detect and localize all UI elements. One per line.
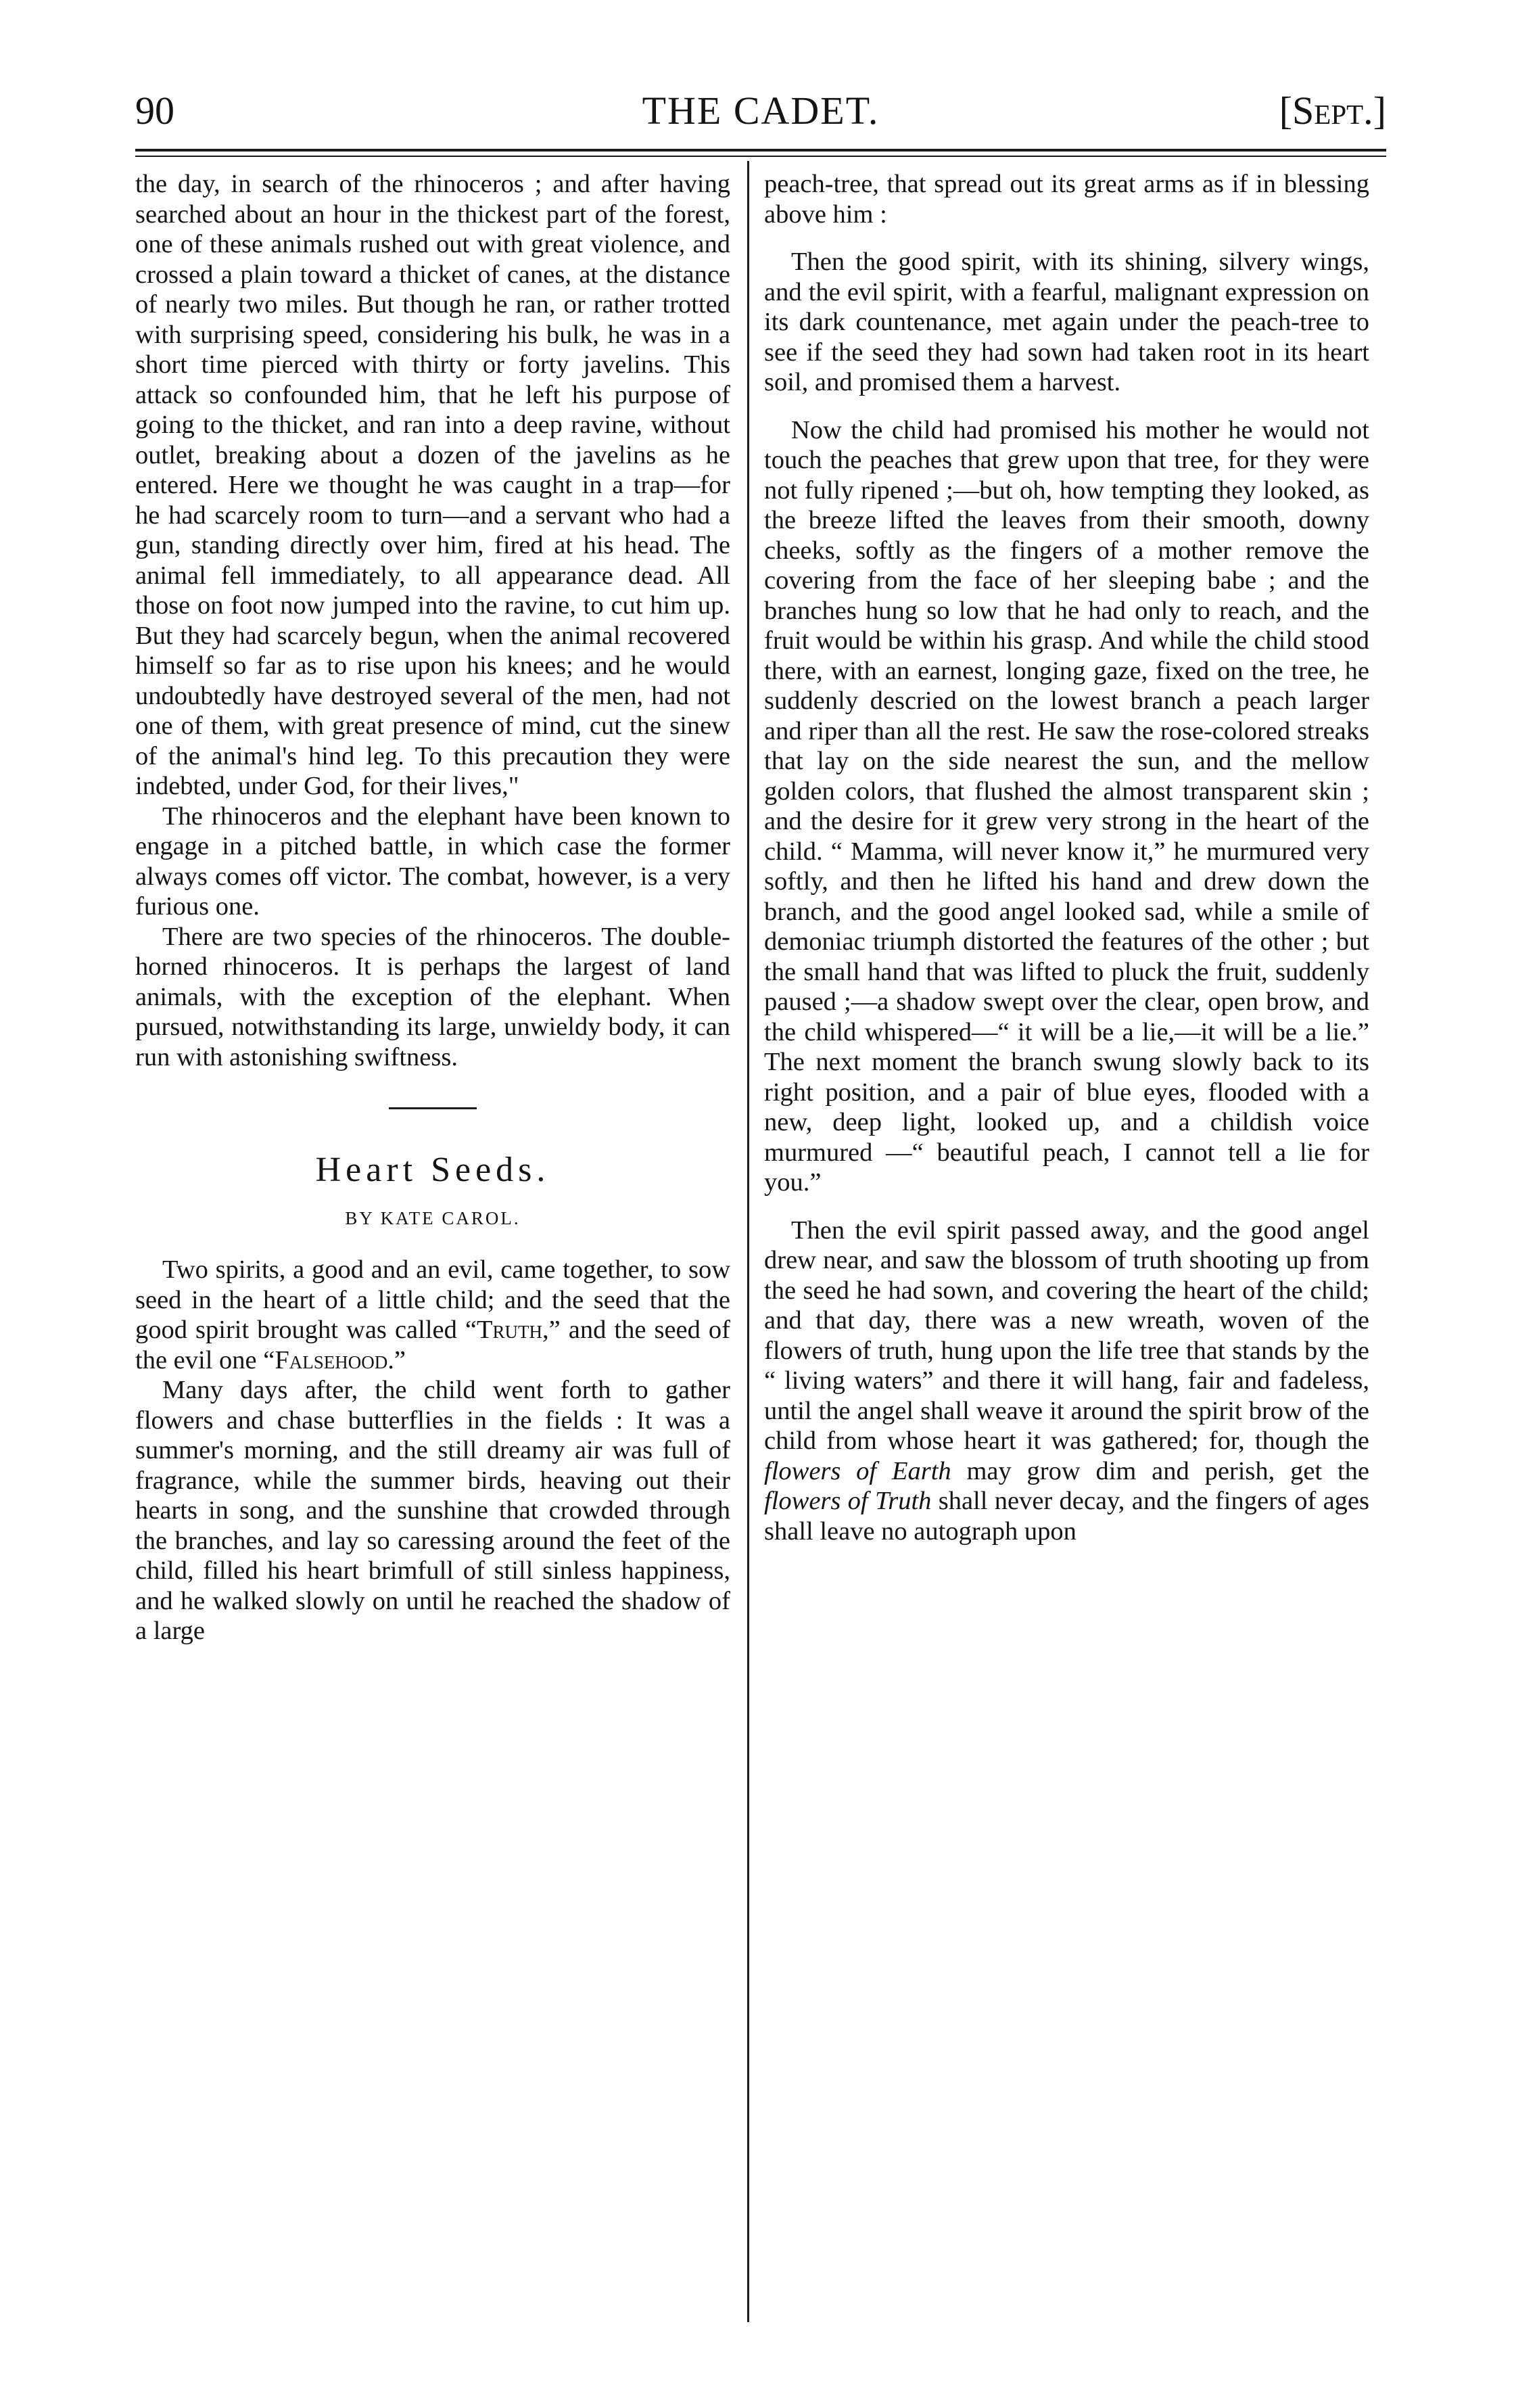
text-run: Two spirits, a good and an evil, came together, to sow seed in the heart of a little child; and the seed that the good spirit brought was called “ [135,1255,730,1344]
rhinoceros-paragraph-1: the day, in search of the rhinoceros ; and after having searched about an hour in the thickest part of the forest, one of these animals rushed out with great violence, and crossed a plain toward a thicket of canes, at the distance of nearly two miles. But though he ran, or rather trotted with surprising speed, considering his bulk, he was in a short time pierced with thirty or forty javelins. This attack so confounded him, that he left his purpose of going to the thicket, and ran into a deep ravine, without outlet, breaking about a dozen of the javelins as he entered. Here we thought he was caught in a trap—for he had scarcely room to turn—and a servant who had a gun, standing directly over him, fired at his head. The animal fell immediately, to all appearance dead. All those on foot now jumped into the ravine, to cut him up. But they had scarcely begun, when the animal recovered himself so far as to rise upon his knees; and he would undoubtedly have destroyed several of the men, had not one of them, with great presence of mind, cut the sinew of the animal's hind leg. To this precaution they were indebted, under God, for their lives," [135,170,730,800]
heart-seeds-paragraph-4: Then the good spirit, with its shining, silvery wings, and the evil spirit, with a fearful, malignant expression on its dark countenance, met again under the peach-tree to see if the seed they had sown had taken root in its heart soil, and promised them a harvest. [764,248,1369,396]
page-number: 90 [135,89,174,133]
left-column [135,169,730,1646]
heart-seeds-paragraph-3: peach-tree, that spread out its great arms as if in blessing above him : [764,170,1369,229]
header-rule-thin [135,156,1386,157]
periodical-title: THE CADET. [642,89,880,133]
running-head [135,88,1386,142]
rhinoceros-paragraph-3: There are two species of the rhinoceros. The double-horned rhinoceros. It is perhaps the largest of land animals, with the exception of the elephant. When pursued, notwithstanding its large, unwieldy body, it can run with astonishing swiftness. [135,922,730,1071]
magazine-page [135,81,1386,2340]
article-title: Heart Seeds. [315,1151,550,1189]
heart-seeds-paragraph-6 [764,1215,1369,1547]
section-separator [389,1107,477,1109]
byline: BY KATE CAROL. [345,1207,521,1228]
text-run: Then the evil spirit passed away, and the good angel drew near, and saw the blossom of truth shooting up from the seed he had sown, and covering the heart of the child; and that day, there was a new wreath, woven of the flowers of truth, hung upon the life tree that stands by the “ living waters” and there it will hang, fair and fadeless, until the angel shall weave it around the spirit brow of the child from whose heart it was gathered; for, though the [764,1215,1369,1455]
text-run: may grow dim and perish, get the [951,1456,1369,1485]
truth-word: Truth [476,1316,543,1344]
text-run: shall never decay, and the fingers of ages shall leave no autograph upon [764,1487,1369,1546]
text-run: ” [394,1345,406,1374]
text-run: ,” and the seed of the evil one “ [135,1316,730,1374]
header-rule-thick [135,149,1386,152]
right-column [764,169,1369,1546]
italic-flowers-of-truth: flowers of Truth [764,1487,932,1515]
column-divider [747,161,749,2322]
italic-flowers-of-earth: flowers of Earth [764,1456,951,1485]
rhinoceros-paragraph-2: The rhinoceros and the elephant have been known to engage in a pitched battle, in which case the former always comes off victor. The combat, however, is a very furious one. [135,802,730,921]
month-label: [Sept.] [1279,89,1386,133]
heart-seeds-paragraph-2: Many days after, the child went forth to gather flowers and chase butterflies in the fields : It was a summer's morning, and the still dreamy air was full of fragrance, while the summer birds, heaving out their hearts in song, and the sunshine that crowded through the branches, and lay so caressing around the feet of the child, filled his heart brimfull of still sinless happiness, and he walked slowly on until he reached the shadow of a large [135,1376,730,1645]
heart-seeds-paragraph-1 [135,1255,730,1375]
falsehood-word: Falsehood. [275,1345,394,1374]
heart-seeds-paragraph-5: Now the child had promised his mother he would not touch the peaches that grew upon that tree, for they were not fully ripened ;—but oh, how tempting they looked, as the breeze lifted the leaves from their smooth, downy cheeks, softly as the fingers of a mother remove the covering from the face of her sleeping babe ; and the branches hung so low that he had only to reach, and the fruit would be within his grasp. And while the child stood there, with an earnest, longing gaze, fixed on the tree, he suddenly descried on the lowest branch a peach larger and riper than all the rest. He saw the rose-colored streaks that lay on the side nearest the sun, and the mellow golden colors, that flushed the almost transparent skin ; and the desire for it grew very strong in the heart of the child. “ Mamma, will never know it,” he murmured very softly, and then he lifted his hand and drew down the branch, and the good angel looked sad, while a smile of demoniac triumph distorted the features of the other ; but the small hand that was lifted to pluck the fruit, suddenly paused ;—a shadow swept over the clear, open brow, and the child whispered—“ it will be a lie,—it will be a lie.” The next moment the branch swung slowly back to its right position, and a pair of blue eyes, flooded with a new, deep light, looked up, and a childish voice murmured —“ beautiful peach, I cannot tell a lie for you.” [764,415,1369,1197]
